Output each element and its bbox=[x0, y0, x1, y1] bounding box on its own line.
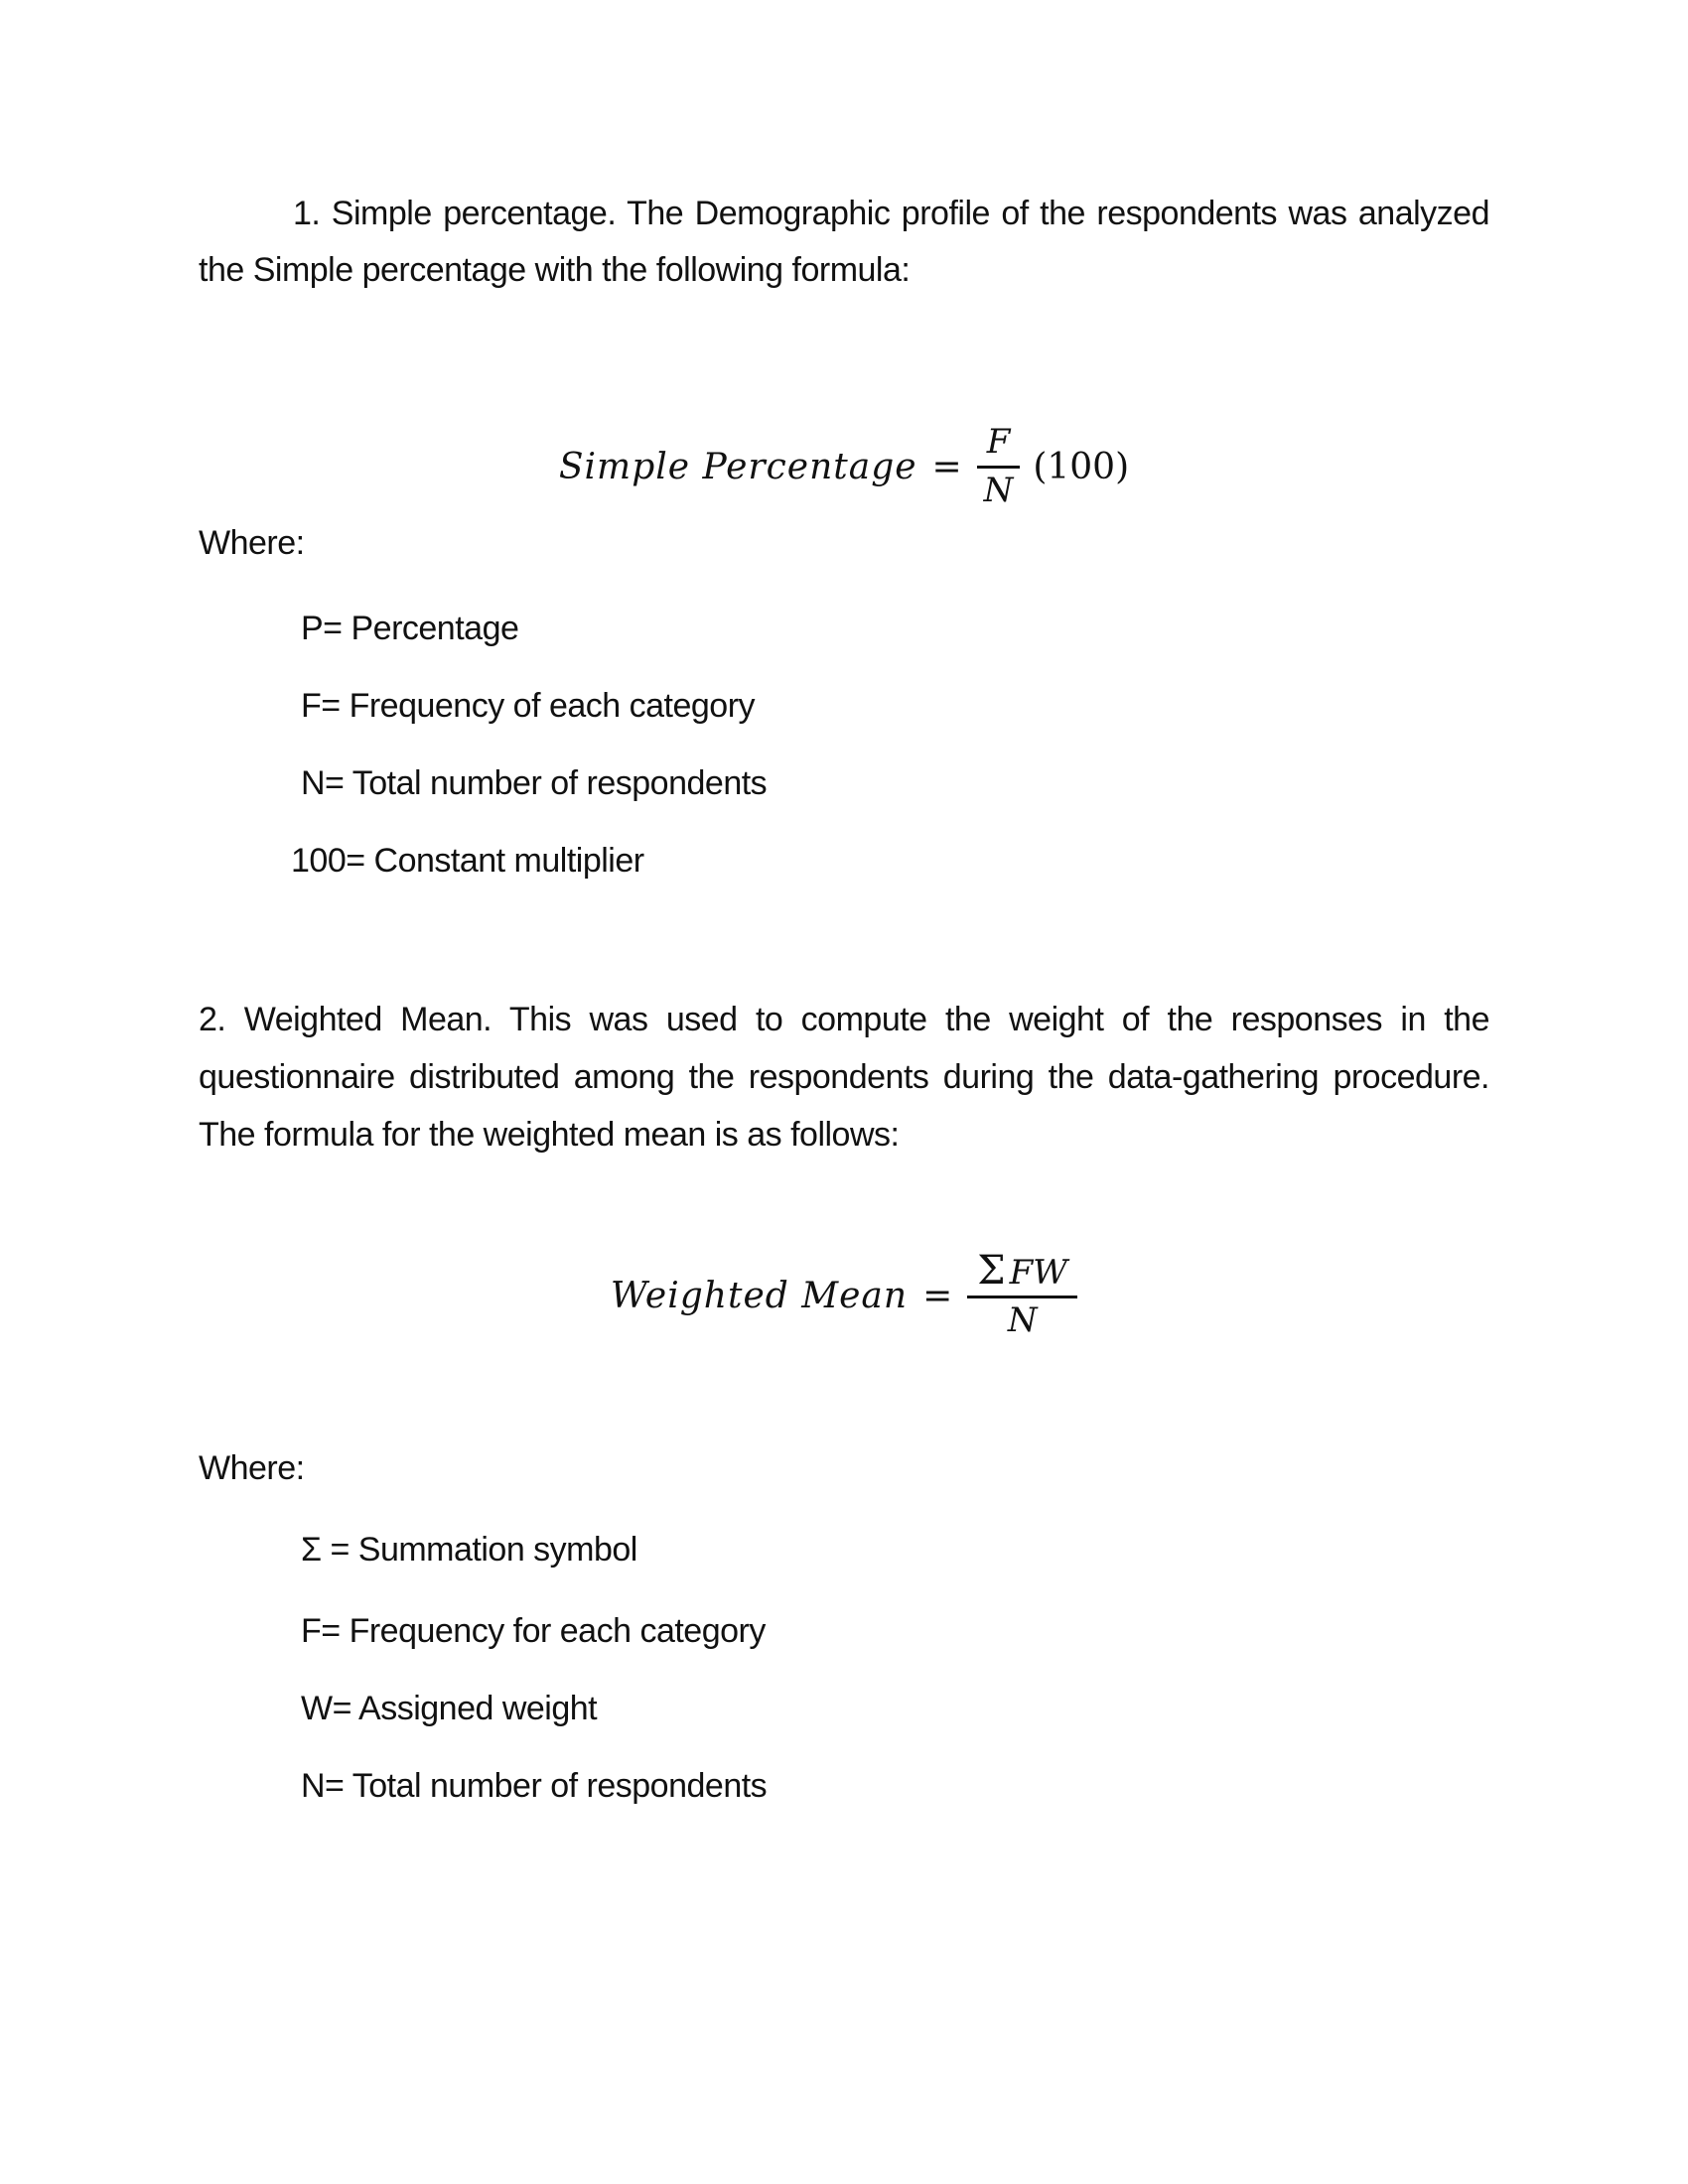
paragraph2-line1: 2. Weighted Mean. This was used to compute the weight of the responses in the bbox=[199, 1001, 1489, 1038]
formula1-equals-sign: = bbox=[931, 446, 962, 487]
weighted-mean-formula bbox=[0, 1241, 1688, 1350]
paragraph1-line2: the Simple percentage with the following formula: bbox=[199, 251, 911, 289]
formula1-multiplier: (100) bbox=[1033, 446, 1130, 487]
formula2-numerator bbox=[967, 1247, 1077, 1298]
definition-item-total-respondents-2: N= Total number of respondents bbox=[301, 1767, 768, 1805]
definition-item-percentage: P= Percentage bbox=[301, 610, 519, 647]
where1-label: Where: bbox=[199, 524, 305, 562]
definition-item-assigned-weight: W= Assigned weight bbox=[301, 1690, 598, 1727]
formula2-lhs: Weighted Mean bbox=[610, 1275, 909, 1316]
formula2-fraction bbox=[967, 1247, 1077, 1340]
formula1-denominator: N bbox=[983, 470, 1014, 510]
formula1-fraction bbox=[977, 423, 1021, 509]
paragraph1-line1: 1. Simple percentage. The Demographic profile of the respondents was analyzed bbox=[293, 195, 1489, 232]
formula1-lhs: Simple Percentage bbox=[558, 446, 917, 487]
paragraph2-line2: questionnaire distributed among the respondents during the data-gathering procedure. bbox=[199, 1058, 1489, 1096]
summation-symbol: Σ bbox=[977, 1247, 1006, 1294]
where2-label: Where: bbox=[199, 1449, 305, 1487]
definition-item-frequency-category: F= Frequency for each category bbox=[301, 1612, 766, 1650]
formula1-numerator: F bbox=[977, 423, 1021, 468]
paragraph2-line3: The formula for the weighted mean is as follows: bbox=[199, 1116, 900, 1154]
formula2-equals-sign: = bbox=[922, 1275, 953, 1316]
definition-item-frequency: F= Frequency of each category bbox=[301, 687, 756, 725]
definition-item-constant-multiplier: 100= Constant multiplier bbox=[291, 842, 644, 880]
formula2-numerator-letters: FW bbox=[1009, 1252, 1068, 1293]
definition-item-total-respondents: N= Total number of respondents bbox=[301, 764, 768, 802]
formula2-denominator: N bbox=[1007, 1300, 1038, 1340]
definition-item-summation: Σ = Summation symbol bbox=[301, 1531, 637, 1569]
simple-percentage-formula bbox=[0, 412, 1688, 521]
